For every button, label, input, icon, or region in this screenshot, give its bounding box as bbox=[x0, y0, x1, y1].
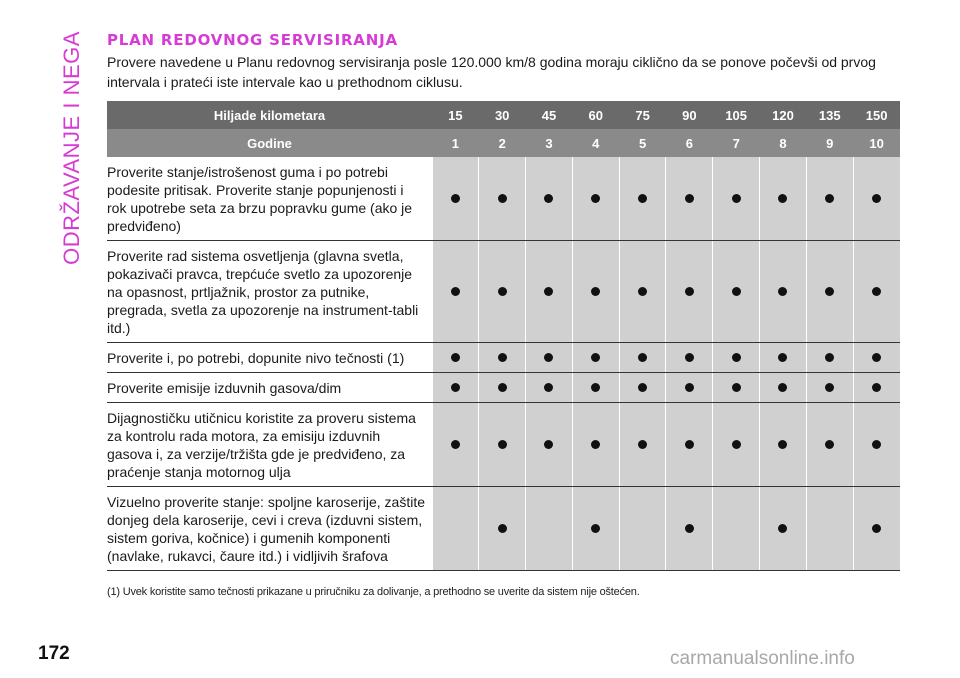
check-dot-icon bbox=[685, 194, 694, 203]
km-header-cell: 105 bbox=[713, 101, 760, 129]
check-dot-icon bbox=[778, 353, 787, 362]
check-dot-icon bbox=[591, 440, 600, 449]
km-header-row bbox=[107, 101, 900, 129]
interval-cell bbox=[853, 241, 900, 343]
page-heading: PLAN REDOVNOG SERVISIRANJA bbox=[107, 31, 398, 49]
check-dot-icon bbox=[685, 524, 694, 533]
check-dot-icon bbox=[451, 287, 460, 296]
interval-cell bbox=[479, 241, 526, 343]
interval-cell bbox=[432, 157, 479, 241]
check-dot-icon bbox=[732, 440, 741, 449]
interval-cell bbox=[666, 343, 713, 373]
interval-cell bbox=[572, 241, 619, 343]
interval-cell bbox=[713, 241, 760, 343]
km-header-cell: 90 bbox=[666, 101, 713, 129]
year-header-cell: 2 bbox=[479, 129, 526, 157]
year-header-cell: 4 bbox=[572, 129, 619, 157]
km-header-cell: 30 bbox=[479, 101, 526, 129]
km-header-cell: 60 bbox=[572, 101, 619, 129]
check-dot-icon bbox=[591, 524, 600, 533]
check-dot-icon bbox=[778, 287, 787, 296]
interval-cell bbox=[666, 157, 713, 241]
check-dot-icon bbox=[825, 440, 834, 449]
interval-cell bbox=[806, 241, 853, 343]
interval-cell bbox=[619, 487, 666, 571]
watermark: carmanualsonline.info bbox=[670, 648, 855, 669]
interval-cell bbox=[713, 403, 760, 487]
interval-cell bbox=[572, 373, 619, 403]
check-dot-icon bbox=[591, 383, 600, 392]
check-dot-icon bbox=[498, 287, 507, 296]
check-dot-icon bbox=[544, 440, 553, 449]
interval-cell bbox=[479, 343, 526, 373]
interval-cell bbox=[713, 157, 760, 241]
maintenance-schedule-table bbox=[107, 101, 900, 571]
km-header-cell: 150 bbox=[853, 101, 900, 129]
check-dot-icon bbox=[778, 440, 787, 449]
km-header-cell: 120 bbox=[760, 101, 807, 129]
interval-cell bbox=[572, 403, 619, 487]
check-dot-icon bbox=[872, 524, 881, 533]
interval-cell bbox=[806, 487, 853, 571]
interval-cell bbox=[666, 373, 713, 403]
interval-cell bbox=[760, 241, 807, 343]
check-description: Vizuelno proverite stanje: spoljne karoserije, zaštite donjeg dela karoserije, cevi i creva (izduvni sistem, sistem goriva, kočnice) i gumenih komponenti (navlake, rukavci, čaure itd.) i vidljivih šrafova bbox=[107, 487, 432, 571]
check-dot-icon bbox=[732, 287, 741, 296]
interval-cell bbox=[572, 487, 619, 571]
page-number: 172 bbox=[38, 643, 70, 664]
interval-cell bbox=[760, 157, 807, 241]
check-dot-icon bbox=[872, 353, 881, 362]
interval-cell bbox=[619, 403, 666, 487]
interval-cell bbox=[479, 373, 526, 403]
year-header-cell: 9 bbox=[806, 129, 853, 157]
years-header-row bbox=[107, 129, 900, 157]
check-dot-icon bbox=[498, 383, 507, 392]
table-row bbox=[107, 343, 900, 373]
check-dot-icon bbox=[685, 353, 694, 362]
check-dot-icon bbox=[498, 353, 507, 362]
check-dot-icon bbox=[591, 287, 600, 296]
interval-cell bbox=[479, 403, 526, 487]
interval-cell bbox=[713, 343, 760, 373]
check-dot-icon bbox=[872, 287, 881, 296]
section-side-title-text: ODRŽAVANJE I NEGA bbox=[59, 31, 85, 265]
check-dot-icon bbox=[778, 383, 787, 392]
km-header-cell: 75 bbox=[619, 101, 666, 129]
check-dot-icon bbox=[825, 383, 834, 392]
interval-cell bbox=[572, 343, 619, 373]
check-dot-icon bbox=[825, 194, 834, 203]
table-row bbox=[107, 241, 900, 343]
interval-cell bbox=[619, 343, 666, 373]
check-dot-icon bbox=[732, 353, 741, 362]
interval-cell bbox=[853, 157, 900, 241]
check-dot-icon bbox=[685, 383, 694, 392]
interval-cell bbox=[432, 241, 479, 343]
check-dot-icon bbox=[451, 353, 460, 362]
check-dot-icon bbox=[778, 524, 787, 533]
intro-paragraph: Provere navedene u Planu redovnog servisiranja posle 120.000 km/8 godina moraju ciklično da se ponove počevši od prvog intervala i prateći iste intervale kao u prethodnom ciklusu. bbox=[107, 54, 876, 90]
year-header-cell: 3 bbox=[526, 129, 573, 157]
check-dot-icon bbox=[732, 383, 741, 392]
check-dot-icon bbox=[451, 383, 460, 392]
interval-cell bbox=[760, 487, 807, 571]
check-dot-icon bbox=[638, 194, 647, 203]
interval-cell bbox=[853, 343, 900, 373]
interval-cell bbox=[853, 373, 900, 403]
check-dot-icon bbox=[638, 383, 647, 392]
table-body bbox=[107, 157, 900, 571]
year-header-cell: 8 bbox=[760, 129, 807, 157]
check-dot-icon bbox=[591, 194, 600, 203]
table-row bbox=[107, 403, 900, 487]
interval-cell bbox=[479, 487, 526, 571]
interval-cell bbox=[432, 343, 479, 373]
interval-cell bbox=[619, 241, 666, 343]
interval-cell bbox=[432, 403, 479, 487]
year-header-cell: 5 bbox=[619, 129, 666, 157]
interval-cell bbox=[619, 157, 666, 241]
years-header-label: Godine bbox=[107, 129, 432, 157]
interval-cell bbox=[760, 343, 807, 373]
year-header-cell: 7 bbox=[713, 129, 760, 157]
interval-cell bbox=[526, 403, 573, 487]
interval-cell bbox=[806, 343, 853, 373]
check-dot-icon bbox=[638, 287, 647, 296]
interval-cell bbox=[526, 157, 573, 241]
check-dot-icon bbox=[451, 440, 460, 449]
interval-cell bbox=[526, 373, 573, 403]
check-dot-icon bbox=[872, 383, 881, 392]
interval-cell bbox=[666, 403, 713, 487]
check-dot-icon bbox=[732, 194, 741, 203]
check-dot-icon bbox=[498, 440, 507, 449]
interval-cell bbox=[432, 373, 479, 403]
interval-cell bbox=[806, 403, 853, 487]
check-description: Proverite i, po potrebi, dopunite nivo tečnosti (1) bbox=[107, 343, 432, 373]
check-dot-icon bbox=[778, 194, 787, 203]
check-dot-icon bbox=[872, 440, 881, 449]
year-header-cell: 10 bbox=[853, 129, 900, 157]
check-dot-icon bbox=[638, 353, 647, 362]
interval-cell bbox=[806, 157, 853, 241]
footnote: (1) Uvek koristite samo tečnosti prikazane u priručniku za dolivanje, a prethodno se uverite da sistem nije oštećen. bbox=[107, 586, 640, 598]
check-dot-icon bbox=[872, 194, 881, 203]
interval-cell bbox=[806, 373, 853, 403]
check-description: Proverite stanje/istrošenost guma i po potrebi podesite pritisak. Proverite stanje popunjenosti i rok upotrebe seta za brzu popravku gume (ako je predviđeno) bbox=[107, 157, 432, 241]
check-description: Proverite emisije izduvnih gasova/dim bbox=[107, 373, 432, 403]
interval-cell bbox=[432, 487, 479, 571]
km-header-cell: 135 bbox=[806, 101, 853, 129]
km-header-cell: 15 bbox=[432, 101, 479, 129]
year-header-cell: 1 bbox=[432, 129, 479, 157]
interval-cell bbox=[713, 373, 760, 403]
interval-cell bbox=[479, 157, 526, 241]
km-header-label: Hiljade kilometara bbox=[107, 101, 432, 129]
check-dot-icon bbox=[825, 287, 834, 296]
interval-cell bbox=[666, 487, 713, 571]
interval-cell bbox=[526, 487, 573, 571]
check-dot-icon bbox=[498, 524, 507, 533]
table-row bbox=[107, 487, 900, 571]
interval-cell bbox=[760, 373, 807, 403]
interval-cell bbox=[526, 241, 573, 343]
check-dot-icon bbox=[638, 440, 647, 449]
section-side-title bbox=[52, 14, 92, 282]
check-dot-icon bbox=[825, 353, 834, 362]
interval-cell bbox=[853, 487, 900, 571]
interval-cell bbox=[619, 373, 666, 403]
interval-cell bbox=[713, 487, 760, 571]
check-dot-icon bbox=[498, 194, 507, 203]
check-dot-icon bbox=[591, 353, 600, 362]
check-dot-icon bbox=[544, 353, 553, 362]
interval-cell bbox=[760, 403, 807, 487]
check-dot-icon bbox=[451, 194, 460, 203]
check-description: Dijagnostičku utičnicu koristite za proveru sistema za kontrolu rada motora, za emisiju izduvnih gasova i, za verzije/tržišta gde je predviđeno, za praćenje stanja motornog ulja bbox=[107, 403, 432, 487]
interval-cell bbox=[572, 157, 619, 241]
year-header-cell: 6 bbox=[666, 129, 713, 157]
check-description: Proverite rad sistema osvetljenja (glavna svetla, pokazivači pravca, trepćuće svetlo za upozorenje na opasnost, prtljažnik, prostor za putnike, pregrada, svetla za upozorenje na instrument-tabli itd.) bbox=[107, 241, 432, 343]
check-dot-icon bbox=[544, 194, 553, 203]
check-dot-icon bbox=[685, 440, 694, 449]
check-dot-icon bbox=[685, 287, 694, 296]
table-row bbox=[107, 157, 900, 241]
interval-cell bbox=[853, 403, 900, 487]
interval-cell bbox=[526, 343, 573, 373]
km-header-cell: 45 bbox=[526, 101, 573, 129]
check-dot-icon bbox=[544, 287, 553, 296]
check-dot-icon bbox=[544, 383, 553, 392]
interval-cell bbox=[666, 241, 713, 343]
table-row bbox=[107, 373, 900, 403]
